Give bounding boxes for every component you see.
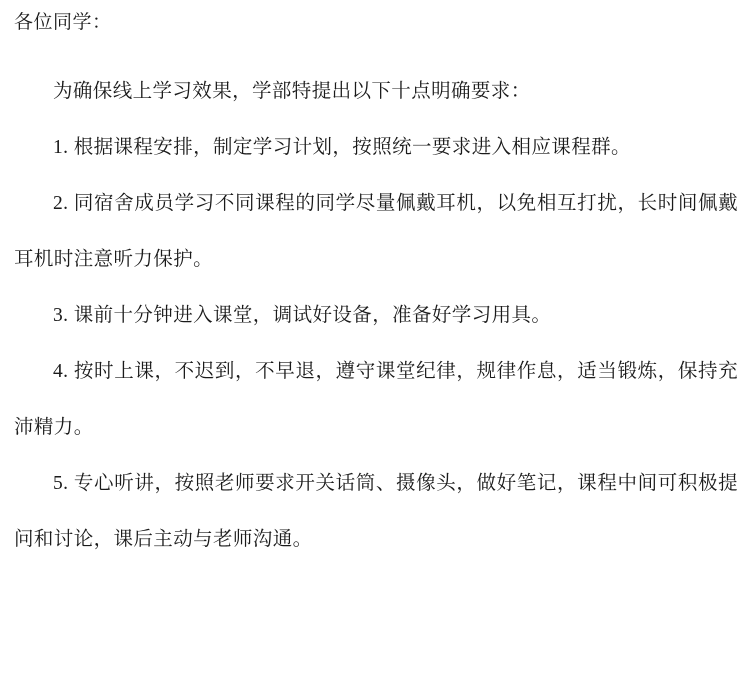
intro-paragraph: 为确保线上学习效果，学部特提出以下十点明确要求：	[53, 81, 531, 102]
list-item: 2. 同宿舍成员学习不同课程的同学尽量佩戴耳机，以免相互打扰，长时间佩戴耳机时注意听力保护。	[14, 193, 738, 270]
list-item: 3. 课前十分钟进入课堂，调试好设备，准备好学习用具。	[53, 305, 552, 326]
list-item: 5. 专心听讲，按照老师要求开关话筒、摄像头，做好笔记，课程中间可积极提问和讨论，课后主动与老师沟通。	[14, 473, 738, 550]
list-item: 4. 按时上课，不迟到，不早退，遵守课堂纪律，规律作息，适当锻炼，保持充沛精力。	[14, 361, 738, 438]
list-item: 1. 根据课程安排，制定学习计划，按照统一要求进入相应课程群。	[53, 137, 631, 158]
salutation-line: 各位同学：	[14, 12, 112, 33]
